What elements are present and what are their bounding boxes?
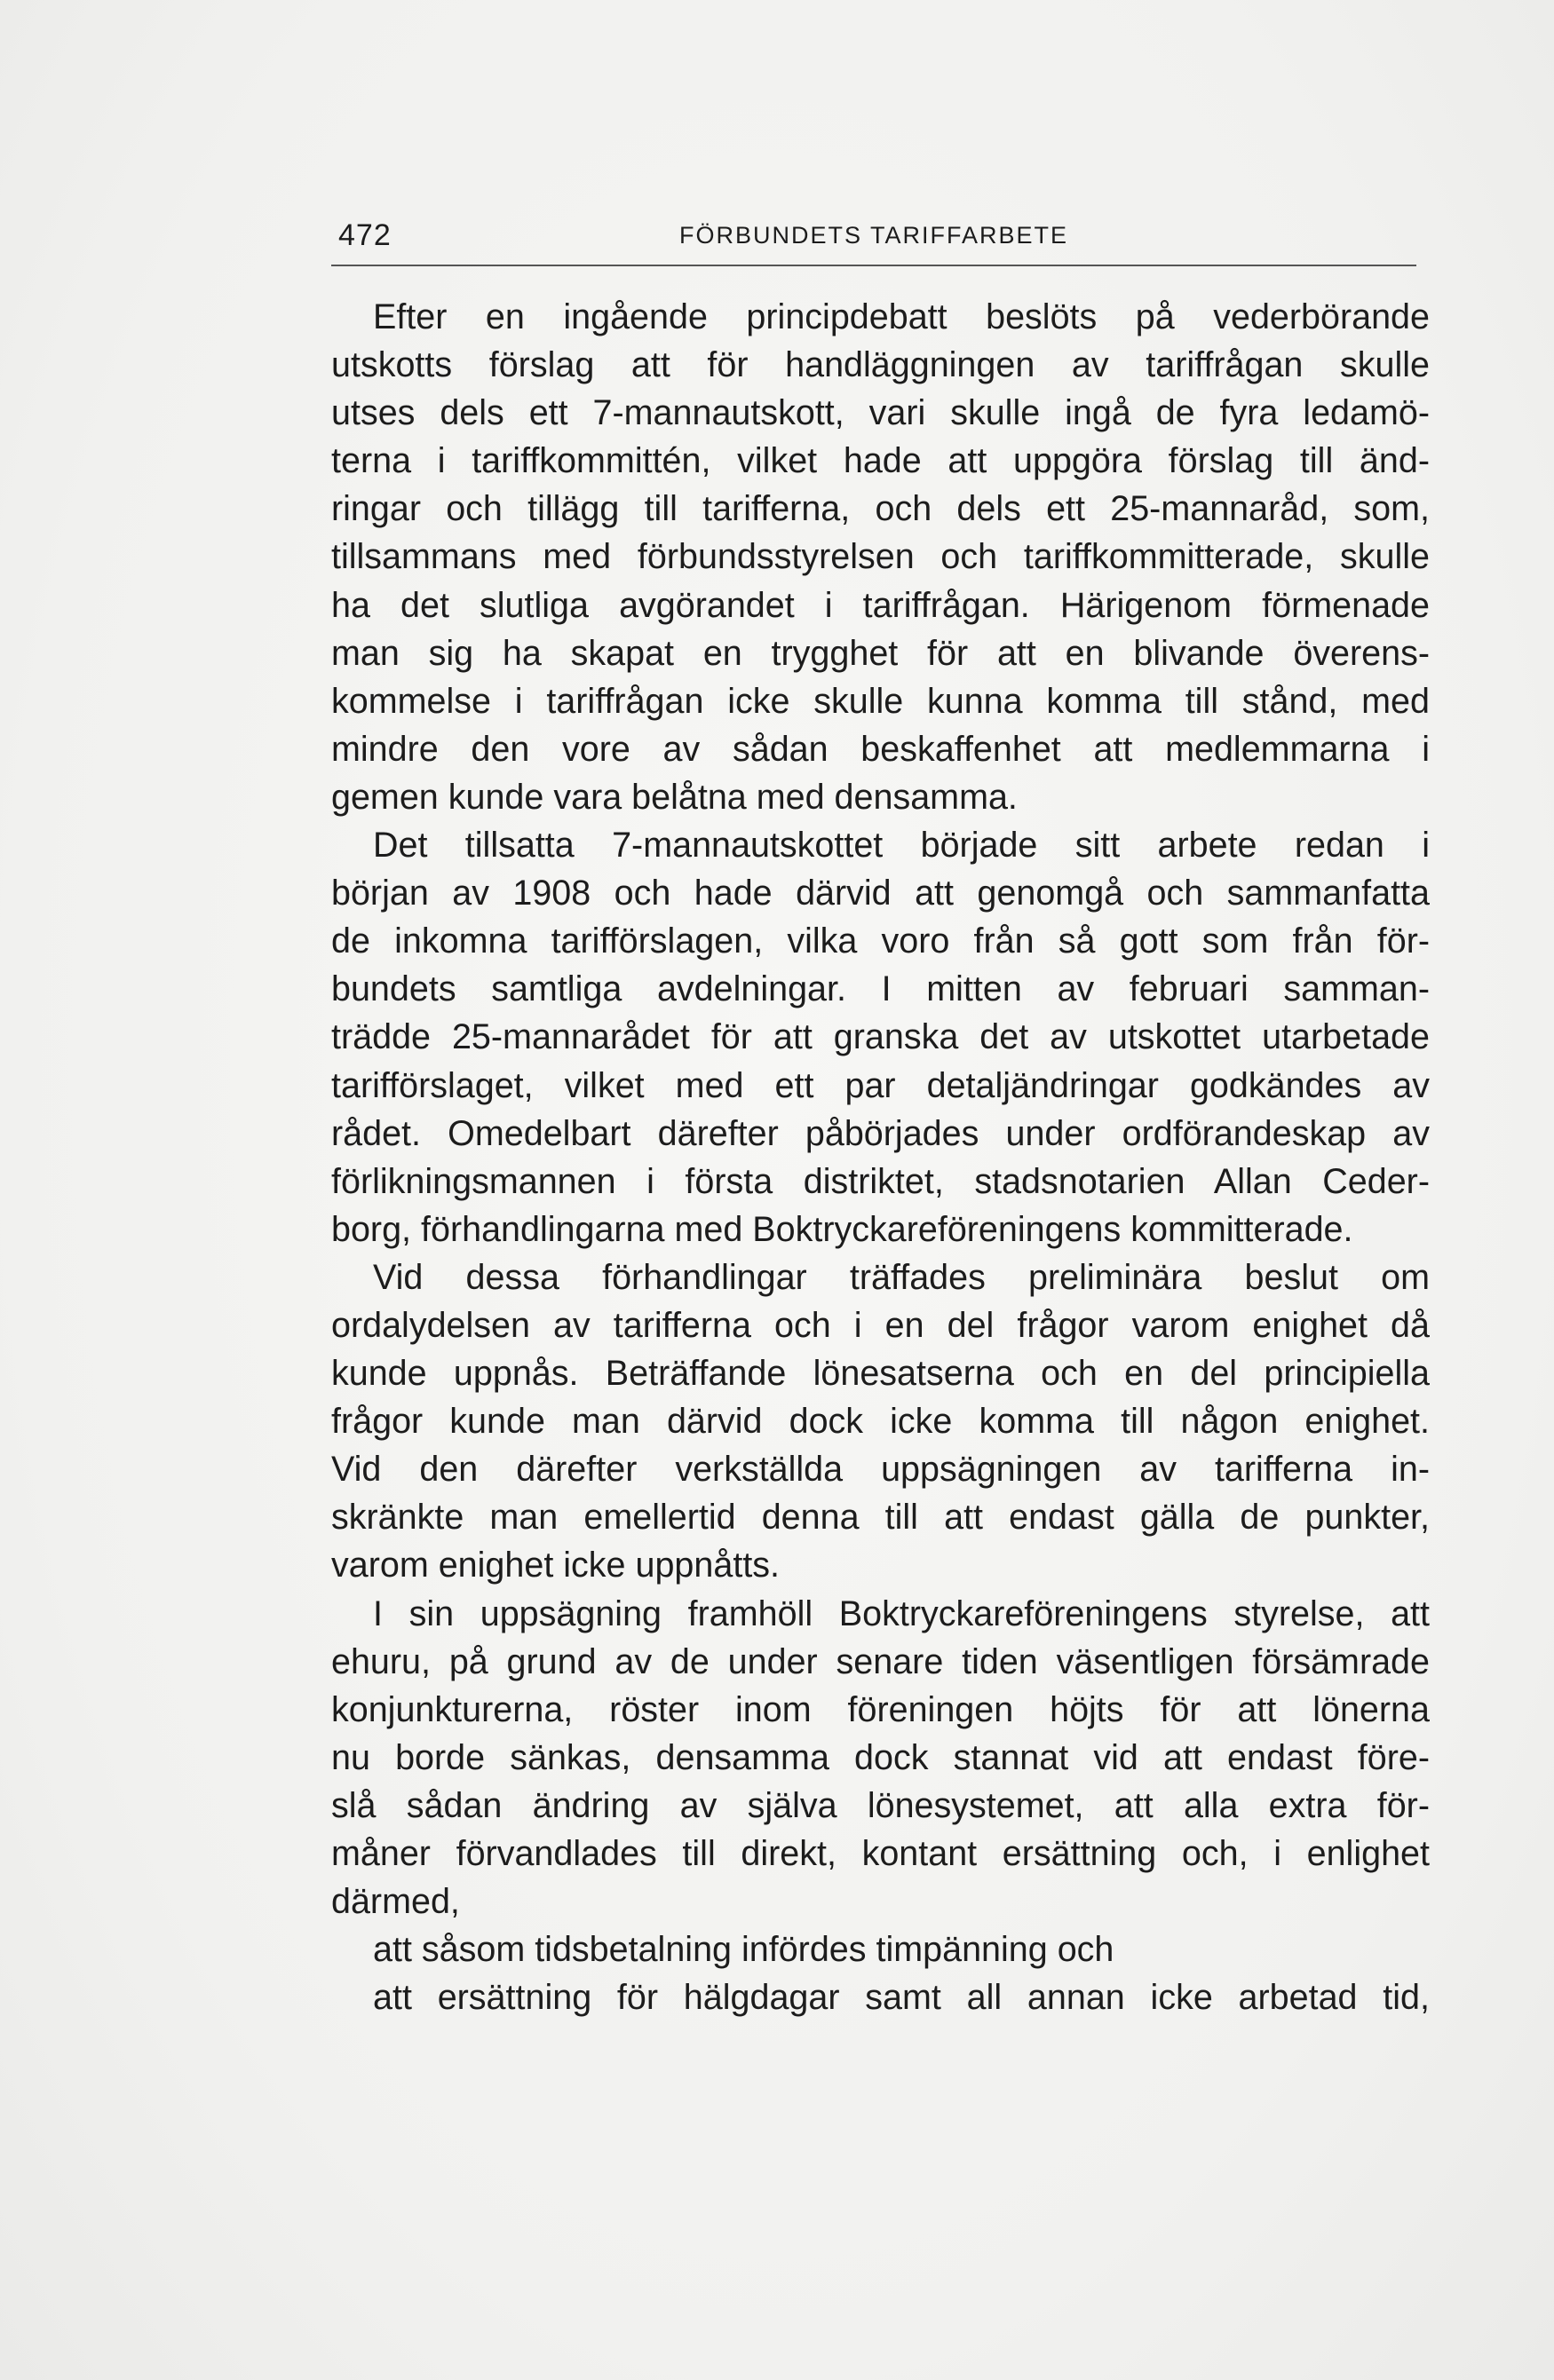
text-line: man sig ha skapat en trygghet för att en blivande överens- [331,633,1430,673]
text-line: ehuru, på grund av de under senare tiden väsentligen försämrade [331,1641,1430,1681]
text-line: gemen kunde vara belåtna med densamma. [331,777,1018,817]
page-header [331,211,1416,265]
text-line: tarifförslaget, vilket med ett par detaljändringar godkändes av [331,1065,1430,1105]
text-line: Efter en ingående principdebatt beslöts på vederbörande [373,297,1430,336]
text-line: att såsom tidsbetalning infördes timpänning och [373,1930,1114,1970]
text-line: nu borde sänkas, densamma dock stannat vid att endast före- [331,1737,1430,1777]
text-line: Vid dessa förhandlingar träffades preliminära beslut om [373,1257,1430,1297]
text-line: början av 1908 och hade därvid att genomgå och sammanfatta [331,874,1430,913]
text-line: I sin uppsägning framhöll Boktryckareföreningens styrelse, att [373,1593,1430,1633]
page-number: 472 [338,218,392,252]
text-line: borg, förhandlingarna med Boktryckareföreningens kommitterade. [331,1209,1353,1249]
text-line: ordalydelsen av tarifferna och i en del frågor varom enighet då [331,1305,1430,1345]
text-line: Det tillsatta 7-mannautskottet började sitt arbete redan i [373,826,1430,866]
text-line: kommelse i tariffrågan icke skulle kunna komma till stånd, med [331,681,1430,721]
text-line: måner förvandlades till direkt, kontant ersättning och, i enlighet [331,1834,1430,1873]
text-line: rådet. Omedelbart därefter påbörjades under ordförandeskap av [331,1113,1430,1153]
text-line: trädde 25-mannarådet för att granska det av utskottet utarbetade [331,1017,1430,1057]
body-text [331,293,1430,2021]
header-rule [331,265,1416,266]
text-line: konjunkturerna, röster inom föreningen höjts för att lönerna [331,1689,1430,1729]
text-line: terna i tariffkommittén, vilket hade att uppgöra förslag till änd- [331,441,1430,481]
text-line: skränkte man emellertid denna till att endast gälla de punkter, [331,1498,1430,1538]
text-line: ha det slutliga avgörandet i tariffrågan. Härigenom förmenade [331,585,1430,625]
text-line: de inkomna tarifförslagen, vilka voro från så gott som från för- [331,921,1430,961]
text-line: ringar och tillägg till tarifferna, och dels ett 25-mannaråd, som, [331,489,1430,529]
text-line: utskotts förslag att för handläggningen av tariffrågan skulle [331,345,1430,385]
text-line: att ersättning för hälgdagar samt all annan icke arbetad tid, [373,1978,1430,2018]
running-title: FÖRBUNDETS TARIFFARBETE [678,222,1069,249]
text-line: tillsammans med förbundsstyrelsen och tariffkommitterade, skulle [331,537,1430,577]
text-line: frågor kunde man därvid dock icke komma till någon enighet. [331,1402,1430,1442]
text-line: bundets samtliga avdelningar. I mitten av februari samman- [331,969,1430,1009]
text-line: förlikningsmannen i första distriktet, stadsnotarien Allan Ceder- [331,1161,1430,1201]
text-line: utses dels ett 7-mannautskott, vari skulle ingå de fyra ledamö- [331,393,1430,433]
text-line: Vid den därefter verkställda uppsägningen av tarifferna in- [331,1450,1430,1490]
text-line: varom enighet icke uppnåtts. [331,1546,781,1585]
text-line: slå sådan ändring av själva lönesystemet, att alla extra för- [331,1785,1430,1825]
text-line: mindre den vore av sådan beskaffenhet att medlemmarna i [331,729,1430,769]
text-line: kunde uppnås. Beträffande lönesatserna och en del principiella [331,1354,1430,1394]
text-line: därmed, [331,1882,460,1922]
